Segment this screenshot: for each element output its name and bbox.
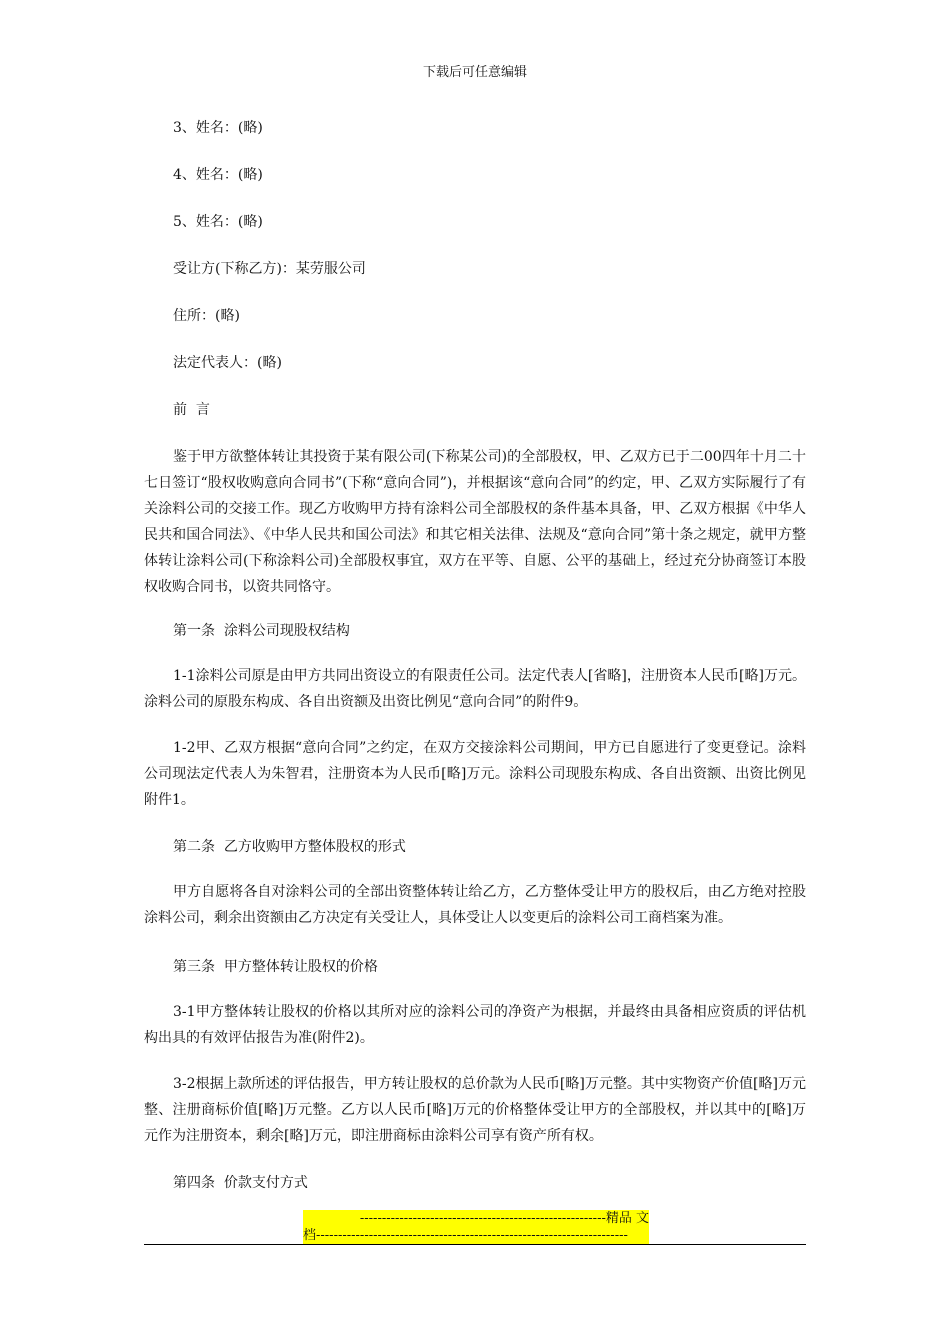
party-line-name4: 4、姓名：(略) bbox=[173, 167, 263, 183]
footer-watermark-row1 bbox=[303, 1210, 649, 1227]
footer-divider bbox=[144, 1244, 806, 1245]
article-3-2-paragraph: 3-2根据上款所述的评估报告，甲方转让股权的总价款为人民币[略]万元整。其中实物资产价值[略]万元整、注册商标价值[略]万元整。乙方以人民币[略]万元的价格整体受让甲方的全部股权，并以其中的[略]万元作为注册资本，剩余[略]万元，即注册商标由涂料公司享有资产所有权。 bbox=[144, 1076, 806, 1144]
article-1-2-paragraph: 1-2甲、乙双方根据“意向合同”之约定，在双方交接涂料公司期间，甲方已自愿进行了变更登记。涂料公司现法定代表人为朱智君，注册资本为人民币[略]万元。涂料公司现股东构成、各自出资额、出资比例见附件1。 bbox=[144, 740, 806, 808]
footer-watermark-row2-text: 档----------------------------------------------------------------------- bbox=[303, 1228, 628, 1243]
legal-rep-line: 法定代表人：(略) bbox=[173, 355, 282, 371]
footer-watermark-row1-text: --------------------------------------------------------精品 文 bbox=[359, 1211, 649, 1226]
footer-watermark bbox=[303, 1210, 649, 1244]
article-2-heading: 第二条 乙方收购甲方整体股权的形式 bbox=[173, 839, 406, 855]
address-line: 住所：(略) bbox=[173, 308, 240, 324]
party-line-name3: 3、姓名：(略) bbox=[173, 120, 263, 136]
article-1-heading: 第一条 涂料公司现股权结构 bbox=[173, 623, 350, 639]
article-3-heading: 第三条 甲方整体转让股权的价格 bbox=[173, 959, 378, 975]
footer-watermark-row2 bbox=[303, 1227, 649, 1244]
page-header: 下载后可任意编辑 bbox=[422, 65, 527, 80]
preamble-paragraph: 鉴于甲方欲整体转让其投资于某有限公司(下称某公司)的全部股权，甲、乙双方已于二00四年十月二十七日签订“股权收购意向合同书”(下称“意向合同”)，并根据该“意向合同”的约定，甲、乙双方实际履行了有关涂料公司的交接工作。现乙方收购甲方持有涂料公司全部股权的条件基本具备，甲、乙双方根据《中华人民共和国合同法》、《中华人民共和国公司法》和其它相关法律、法规及“意向合同”第十条之规定，就甲方整体转让涂料公司(下称涂料公司)全部股权事宜，双方在平等、自愿、公平的基础上，经过充分协商签订本股权收购合同书，以资共同恪守。 bbox=[144, 449, 806, 595]
article-4-heading: 第四条 价款支付方式 bbox=[173, 1175, 308, 1191]
preface-heading: 前 言 bbox=[173, 402, 210, 418]
article-2-paragraph: 甲方自愿将各自对涂料公司的全部出资整体转让给乙方，乙方整体受让甲方的股权后，由乙方绝对控股涂料公司，剩余出资额由乙方决定有关受让人，具体受让人以变更后的涂料公司工商档案为准。 bbox=[144, 884, 806, 926]
article-3-1-paragraph: 3-1甲方整体转让股权的价格以其所对应的涂料公司的净资产为根据，并最终由具备相应资质的评估机构出具的有效评估报告为准(附件2)。 bbox=[144, 1004, 806, 1046]
article-1-1-paragraph: 1-1涂料公司原是由甲方共同出资设立的有限责任公司。法定代表人[省略]，注册资本人民币[略]万元。涂料公司的原股东构成、各自出资额及出资比例见“意向合同”的附件9。 bbox=[144, 668, 806, 710]
transferee-line: 受让方(下称乙方)：某劳服公司 bbox=[173, 261, 366, 277]
party-line-name5: 5、姓名：(略) bbox=[173, 214, 263, 230]
